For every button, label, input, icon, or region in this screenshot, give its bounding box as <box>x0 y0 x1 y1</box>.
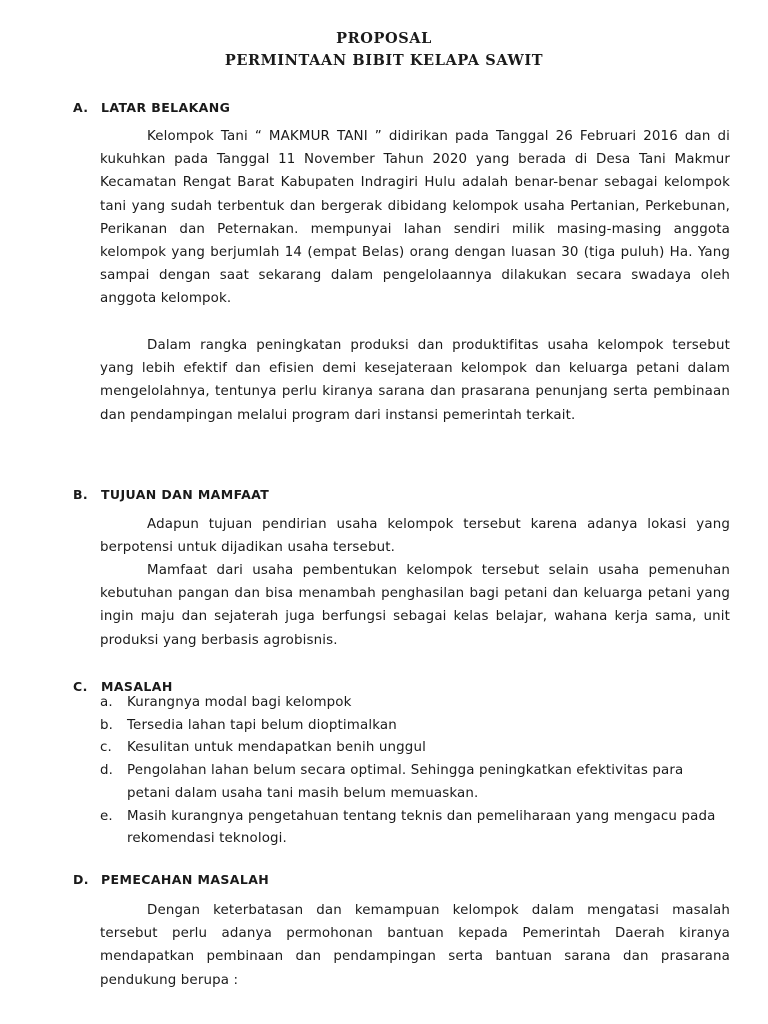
list-item <box>100 737 730 760</box>
list-item-text: Masih kurangnya pengetahuan tentang teknis dan pemeliharaan yang mengacu pada rekomendasi teknologi. <box>127 808 716 847</box>
list-item-marker: c. <box>100 740 112 756</box>
list-item <box>100 692 730 715</box>
section-b-letter: B. <box>73 487 89 502</box>
list-item-text: Kesulitan untuk mendapatkan benih unggul <box>127 740 426 756</box>
list-item-text: Tersedia lahan tapi belum dioptimalkan <box>127 717 397 733</box>
list-item <box>100 806 730 851</box>
list-item <box>100 760 730 805</box>
list-item-marker: e. <box>100 808 113 824</box>
list-item <box>100 715 730 738</box>
document-subtitle: PERMINTAAN BIBIT KELAPA SAWIT <box>224 52 544 69</box>
section-d-paragraph-1: Dengan keterbatasan dan kemampuan kelompok dalam mengatasi masalah tersebut perlu adanya permohonan bantuan kepada Pemerintah Daerah kiranya mendapatkan pembinaan dan pendampingan serta bantuan sarana dan prasarana pendukung berupa : <box>100 903 730 988</box>
list-item-marker: b. <box>100 717 114 733</box>
list-item-text: Kurangnya modal bagi kelompok <box>127 695 352 710</box>
section-d-letter: D. <box>73 872 89 887</box>
section-b-paragraph-1: Adapun tujuan pendirian usaha kelompok tersebut karena adanya lokasi yang berpotensi untuk dijadikan usaha tersebut. <box>100 517 730 556</box>
section-d-title: PEMECAHAN MASALAH <box>101 872 270 887</box>
list-item-text: Pengolahan lahan belum secara optimal. Sehingga peningkatkan efektivitas para petani dalam usaha tani masih belum memuaskan. <box>127 763 684 801</box>
section-a-paragraph-1: Kelompok Tani “ MAKMUR TANI ” didirikan pada Tanggal 26 Februari 2016 dan di kukuhkan pada Tanggal 11 November Tahun 2020 yang berada di Desa Tani Makmur Kecamatan Rengat Barat Kabupaten Indragiri Hulu adalah benar-benar sebagai kelompok tani yang sudah terbentuk dan bergerak dibidang kelompok usaha Pertanian, Perkebunan, Perikanan dan Peternakan. mempunyai lahan sendiri milik masing-masing anggota kelompok yang berjumlah 14 (empat Belas) orang dengan luasan 30 (tiga puluh) Ha. Yang sampai dengan saat sekarang dalam pengelolaannya dilakukan secara swadaya oleh anggota kelompok. <box>100 129 730 307</box>
section-b-heading <box>73 487 269 502</box>
section-a-paragraph-2: Dalam rangka peningkatan produksi dan produktifitas usaha kelompok tersebut yang lebih efektif dan efisien demi kesejateraan kelompok dan keluarga petani dalam mengelolahnya, tentunya perlu kiranya sarana dan prasarana penunjang serta pembinaan dan pendampingan melalui program dari instansi pemerintah terkait. <box>100 338 730 423</box>
section-b-title: TUJUAN DAN MAMFAAT <box>101 487 270 502</box>
section-b-paragraph-2: Mamfaat dari usaha pembentukan kelompok tersebut selain usaha pemenuhan kebutuhan pangan dan bisa menambah penghasilan bagi petani dan keluarga petani yang ingin maju dan sejaterah juga berfungsi sebagai kelas belajar, wahana kerja sama, unit produksi yang berbasis agrobisnis. <box>100 563 730 648</box>
section-a-letter: A. <box>73 100 89 115</box>
section-a-title: LATAR BELAKANG <box>101 100 231 115</box>
section-d-heading <box>73 872 269 887</box>
list-item-marker: d. <box>100 763 114 779</box>
section-a-heading <box>73 100 230 115</box>
section-c-letter: C. <box>73 679 88 694</box>
list-item-marker: a. <box>100 695 113 710</box>
section-c-title: MASALAH <box>101 679 173 694</box>
problem-list <box>100 692 730 851</box>
document-title: PROPOSAL <box>336 30 432 47</box>
